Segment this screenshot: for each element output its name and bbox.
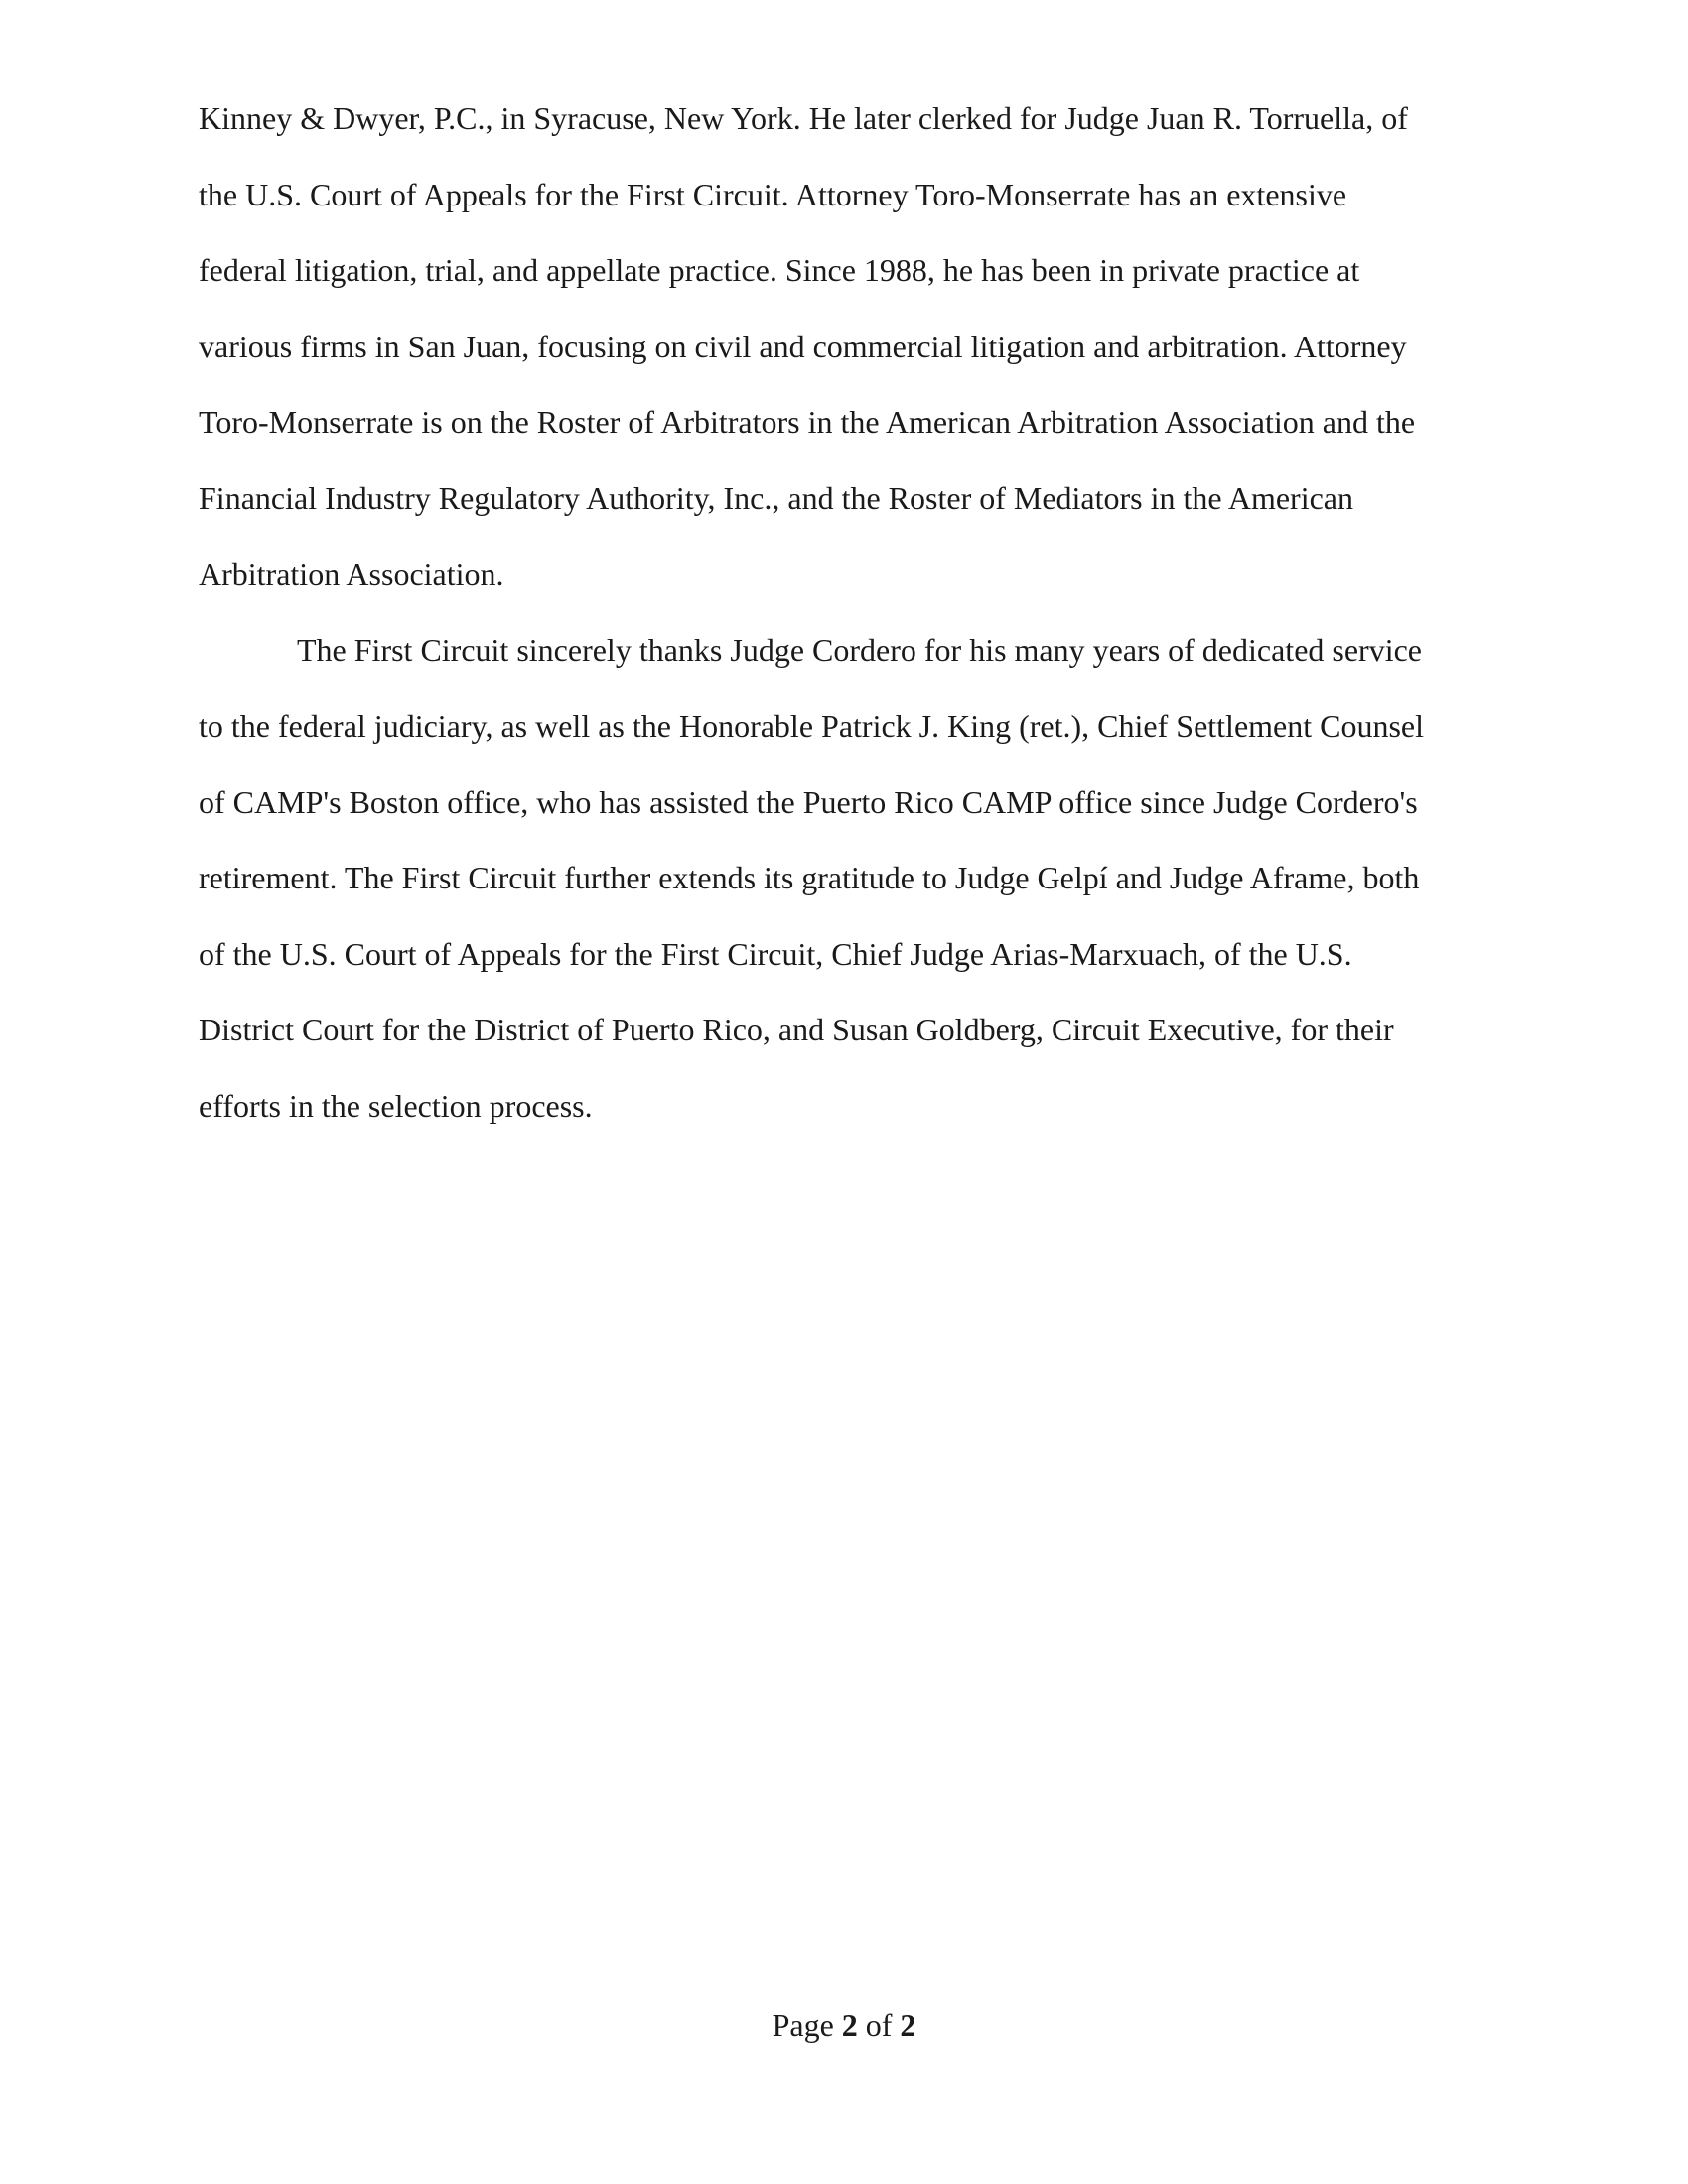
text-line: to the federal judiciary, as well as the Honorable Patrick J. King (ret.), Chief Settlement Counsel — [199, 708, 1425, 744]
text-line: The First Circuit sincerely thanks Judge Cordero for his many years of dedicated service — [297, 631, 1422, 668]
total-page-number: 2 — [900, 2007, 916, 2043]
paragraph-2 — [199, 623, 1484, 1156]
text-line: Toro-Monserrate is on the Roster of Arbitrators in the American Arbitration Association and the — [199, 404, 1416, 440]
of-word: of — [865, 2007, 893, 2043]
document-body — [199, 91, 1484, 1155]
text-line: Arbitration Association. — [199, 556, 504, 592]
text-line: efforts in the selection process. — [199, 1087, 593, 1124]
text-line: of CAMP's Boston office, who has assisted the Puerto Rico CAMP office since Judge Cordero's — [199, 783, 1418, 820]
text-line: various firms in San Juan, focusing on civil and commercial litigation and arbitration. Attorney — [199, 328, 1407, 364]
current-page-number: 2 — [841, 2007, 858, 2043]
text-line: retirement. The First Circuit further extends its gratitude to Judge Gelpí and Judge Aframe, both — [199, 860, 1420, 895]
text-line: District Court for the District of Puerto Rico, and Susan Goldberg, Circuit Executive, for their — [199, 1012, 1394, 1047]
page-word: Page — [772, 2007, 834, 2043]
text-line: federal litigation, trial, and appellate practice. Since 1988, he has been in private practice at — [199, 252, 1360, 288]
page-number-footer — [0, 2003, 1688, 2047]
text-line: the U.S. Court of Appeals for the First Circuit. Attorney Toro-Monserrate has an extensive — [199, 176, 1347, 212]
text-line: Kinney & Dwyer, P.C., in Syracuse, New York. He later clerked for Judge Juan R. Torruella, of — [199, 100, 1408, 136]
text-line: of the U.S. Court of Appeals for the First Circuit, Chief Judge Arias-Marxuach, of the U.S. — [199, 935, 1352, 972]
text-line: Financial Industry Regulatory Authority, Inc., and the Roster of Mediators in the American — [199, 479, 1353, 516]
paragraph-1 — [199, 91, 1484, 623]
